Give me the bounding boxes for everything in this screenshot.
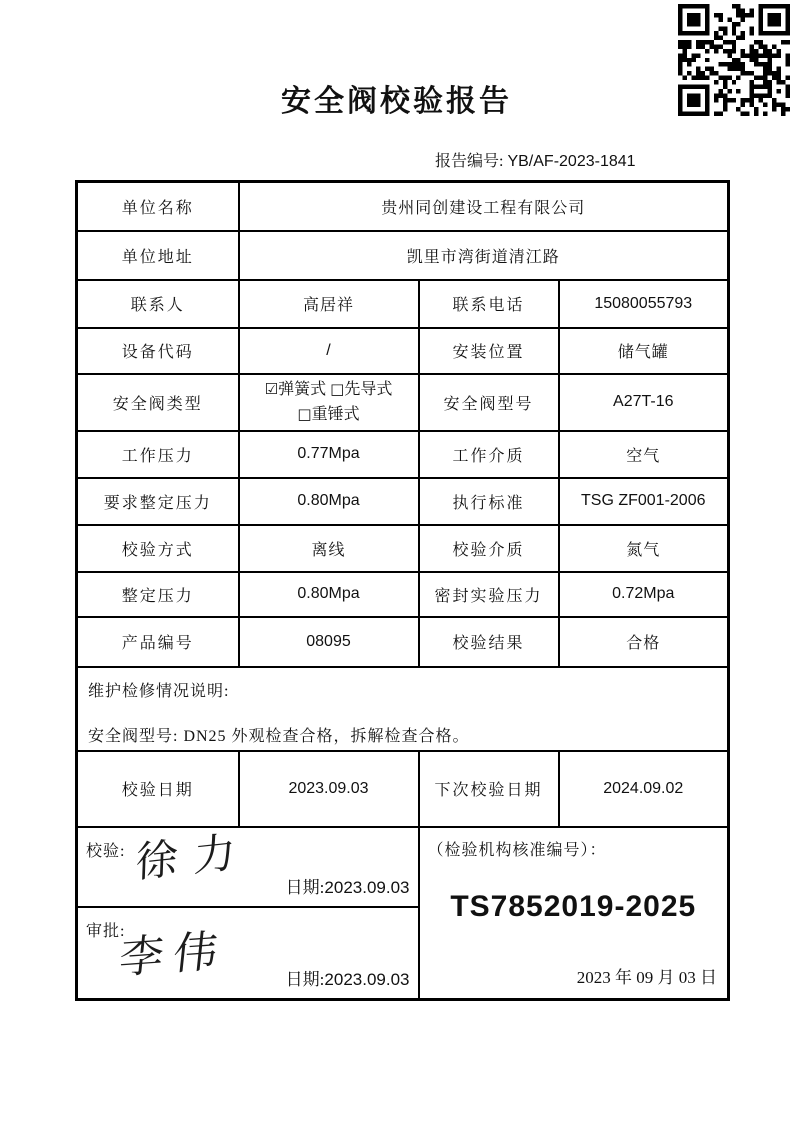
next-calib-date-label: 下次校验日期 bbox=[419, 751, 559, 827]
approve-date-value: 2023.09.03 bbox=[324, 970, 410, 989]
table-row bbox=[77, 667, 729, 751]
calib-medium-value: 氮气 bbox=[559, 525, 729, 572]
result-value: 合格 bbox=[559, 617, 729, 667]
agency-approval-label: （检验机构核准编号）： bbox=[427, 841, 607, 859]
install-pos-value: 储气罐 bbox=[559, 328, 729, 374]
standard-value: TSG ZF001-2006 bbox=[559, 478, 729, 525]
valve-type-line1 bbox=[244, 377, 414, 402]
set-pressure-label: 整定压力 bbox=[77, 572, 239, 617]
approve-label: 审批: bbox=[86, 922, 126, 940]
seal-pressure-label: 密封实验压力 bbox=[419, 572, 559, 617]
valve-type-weight-label: 重锤式 bbox=[311, 406, 360, 423]
maintenance-note-cell bbox=[77, 667, 729, 751]
table-row bbox=[77, 478, 729, 525]
req-set-pressure-value: 0.80Mpa bbox=[239, 478, 419, 525]
unit-name-label: 单位名称 bbox=[77, 182, 239, 231]
contact-value: 高居祥 bbox=[239, 280, 419, 328]
table-row bbox=[77, 525, 729, 572]
unit-address-label: 单位地址 bbox=[77, 231, 239, 280]
valve-type-pilot-label: 先导式 bbox=[344, 381, 393, 398]
approve-signature: 李伟 bbox=[116, 925, 230, 983]
product-no-value: 08095 bbox=[239, 617, 419, 667]
verify-signature: 徐力 bbox=[135, 828, 253, 887]
req-set-pressure-label: 要求整定压力 bbox=[77, 478, 239, 525]
set-pressure-value: 0.80Mpa bbox=[239, 572, 419, 617]
table-row bbox=[77, 231, 729, 280]
agency-approval-number: TS7852019-2025 bbox=[450, 889, 697, 923]
verify-signature-cell bbox=[77, 827, 419, 907]
work-medium-label: 工作介质 bbox=[419, 431, 559, 478]
qr-code-icon bbox=[678, 4, 790, 116]
unit-name-value: 贵州同创建设工程有限公司 bbox=[239, 182, 729, 231]
device-code-value: / bbox=[239, 328, 419, 374]
next-calib-date-value: 2024.09.02 bbox=[559, 751, 729, 827]
table-row bbox=[77, 280, 729, 328]
valve-type-spring-label: 弹簧式 bbox=[278, 381, 327, 398]
maintenance-note-title: 维护检修情况说明: bbox=[88, 682, 230, 700]
product-no-label: 产品编号 bbox=[77, 617, 239, 667]
table-row bbox=[77, 328, 729, 374]
report-number-line bbox=[435, 148, 636, 171]
unit-address-value: 凯里市湾街道清江路 bbox=[239, 231, 729, 280]
work-pressure-label: 工作压力 bbox=[77, 431, 239, 478]
standard-label: 执行标准 bbox=[419, 478, 559, 525]
work-pressure-value: 0.77Mpa bbox=[239, 431, 419, 478]
result-label: 校验结果 bbox=[419, 617, 559, 667]
approve-date-line bbox=[286, 965, 410, 990]
table-row bbox=[77, 431, 729, 478]
agency-cell bbox=[419, 827, 729, 1000]
table-row bbox=[77, 827, 729, 907]
valve-model-label: 安全阀型号 bbox=[419, 374, 559, 431]
seal-pressure-value: 0.72Mpa bbox=[559, 572, 729, 617]
report-number-label: 报告编号: bbox=[435, 153, 508, 170]
install-pos-label: 安装位置 bbox=[419, 328, 559, 374]
verify-date-label: 日期: bbox=[285, 877, 325, 897]
calib-date-value: 2023.09.03 bbox=[239, 751, 419, 827]
calib-date-label: 校验日期 bbox=[77, 751, 239, 827]
verify-date-value: 2023.09.03 bbox=[324, 877, 410, 897]
valve-type-options bbox=[239, 374, 419, 431]
checkbox-unchecked-icon: □ bbox=[297, 405, 312, 423]
calib-method-value: 离线 bbox=[239, 525, 419, 572]
phone-value: 15080055793 bbox=[559, 280, 729, 328]
phone-label: 联系电话 bbox=[419, 280, 559, 328]
table-row bbox=[77, 572, 729, 617]
report-number-value: YB/AF-2023-1841 bbox=[507, 153, 636, 170]
checkbox-unchecked-icon: □ bbox=[330, 380, 345, 398]
report-table bbox=[75, 180, 730, 1001]
table-row bbox=[77, 617, 729, 667]
table-row bbox=[77, 374, 729, 431]
calib-medium-label: 校验介质 bbox=[419, 525, 559, 572]
contact-label: 联系人 bbox=[77, 280, 239, 328]
valve-type-line2 bbox=[244, 402, 414, 427]
qr-code-svg bbox=[678, 4, 790, 116]
device-code-label: 设备代码 bbox=[77, 328, 239, 374]
calib-method-label: 校验方式 bbox=[77, 525, 239, 572]
checkbox-checked-icon: ☑ bbox=[264, 380, 279, 398]
table-row bbox=[77, 182, 729, 231]
valve-type-label: 安全阀类型 bbox=[77, 374, 239, 431]
page-title: 安全阀校验报告 bbox=[281, 85, 512, 118]
table-row bbox=[77, 751, 729, 827]
verify-date-line bbox=[286, 873, 410, 898]
approve-signature-cell bbox=[77, 907, 419, 1000]
approve-date-label: 日期: bbox=[285, 970, 325, 989]
verify-label: 校验: bbox=[86, 842, 126, 860]
work-medium-value: 空气 bbox=[559, 431, 729, 478]
valve-model-value: A27T-16 bbox=[559, 374, 729, 431]
maintenance-note-body: 安全阀型号: DN25 外观检查合格，拆解检查合格。 bbox=[88, 727, 470, 745]
agency-date: 2023 年 09 月 03 日 bbox=[576, 968, 718, 987]
